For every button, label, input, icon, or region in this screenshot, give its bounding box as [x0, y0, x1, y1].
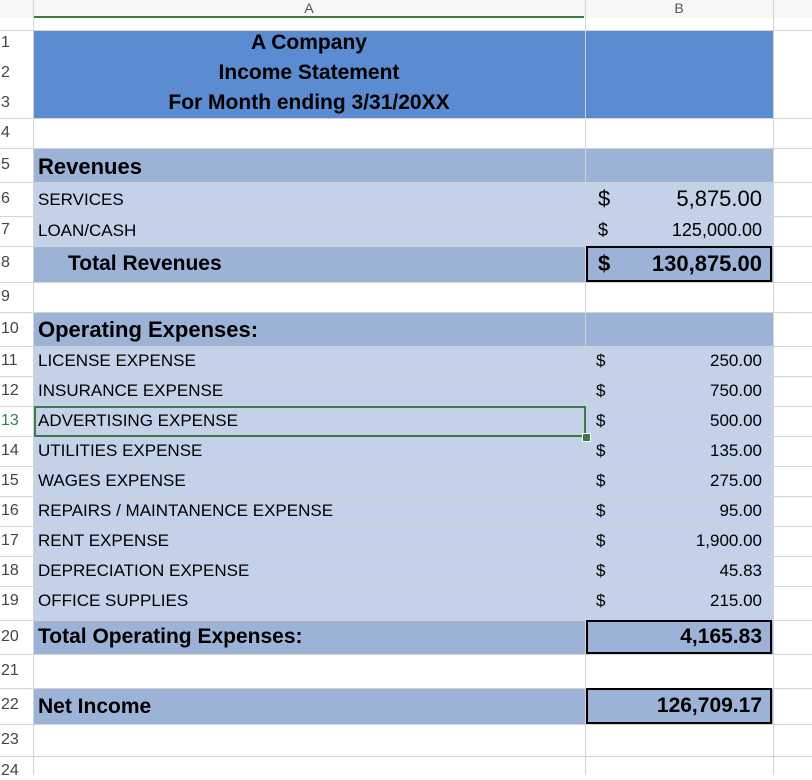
currency-symbol: $: [596, 411, 606, 430]
currency-symbol: $: [596, 351, 606, 370]
expense-amount[interactable]: 275.00: [710, 471, 762, 490]
row-number[interactable]: 22: [1, 696, 19, 713]
expense-label[interactable]: DEPRECIATION EXPENSE: [38, 561, 250, 580]
expense-amount[interactable]: 215.00: [710, 591, 762, 610]
expense-amount[interactable]: 95.00: [719, 501, 762, 520]
column-header-b[interactable]: B: [674, 0, 684, 16]
total-expenses-amount: 4,165.83: [680, 625, 762, 648]
row-number[interactable]: 19: [1, 592, 19, 609]
expense-amount[interactable]: 1,900.00: [695, 531, 762, 550]
row-number[interactable]: 23: [1, 731, 19, 748]
total-revenues-label[interactable]: Total Revenues: [68, 252, 222, 275]
statement-title: Income Statement: [218, 61, 400, 84]
currency-symbol: $: [596, 531, 606, 550]
currency-symbol: $: [596, 471, 606, 490]
expense-label[interactable]: WAGES EXPENSE: [38, 471, 186, 490]
row-number[interactable]: 12: [1, 382, 19, 399]
row-number[interactable]: 3: [1, 94, 10, 111]
row-number[interactable]: 14: [1, 442, 19, 459]
row-number[interactable]: 18: [1, 562, 19, 579]
row-number[interactable]: 15: [1, 472, 19, 489]
net-income-amount: 126,709.17: [656, 694, 762, 717]
expense-label[interactable]: LICENSE EXPENSE: [38, 351, 196, 370]
row-number[interactable]: 1: [1, 34, 10, 51]
net-income-label[interactable]: Net Income: [38, 695, 152, 718]
row-number[interactable]: 21: [1, 662, 19, 679]
row-number[interactable]: 5: [1, 156, 10, 173]
currency-symbol: $: [598, 251, 611, 276]
column-header-a[interactable]: A: [304, 0, 314, 16]
revenue-label[interactable]: SERVICES: [38, 190, 124, 209]
row-number[interactable]: 16: [1, 502, 19, 519]
revenues-heading[interactable]: Revenues: [38, 154, 142, 179]
row-number[interactable]: 2: [1, 64, 10, 81]
revenue-amount[interactable]: 125,000.00: [671, 220, 762, 240]
selected-cell-a13[interactable]: [34, 406, 586, 437]
currency-symbol: $: [596, 381, 606, 400]
row-number[interactable]: 24: [1, 762, 19, 779]
row-number[interactable]: 9: [1, 288, 10, 305]
expense-amount[interactable]: 135.00: [710, 441, 762, 460]
row-number[interactable]: 7: [1, 221, 10, 238]
total-expenses-label[interactable]: Total Operating Expenses:: [38, 625, 303, 648]
currency-symbol: $: [596, 561, 606, 580]
expense-label[interactable]: INSURANCE EXPENSE: [38, 381, 224, 400]
expense-label[interactable]: OFFICE SUPPLIES: [38, 591, 189, 610]
row-number[interactable]: 8: [1, 254, 10, 271]
row-number[interactable]: 17: [1, 532, 19, 549]
statement-period: For Month ending 3/31/20XX: [168, 91, 450, 114]
expenses-heading[interactable]: Operating Expenses:: [38, 317, 259, 342]
currency-symbol: $: [596, 501, 606, 520]
expense-label[interactable]: REPAIRS / MAINTANENCE EXPENSE: [38, 501, 334, 520]
currency-symbol: $: [596, 441, 606, 460]
expense-label[interactable]: RENT EXPENSE: [38, 531, 170, 550]
row-number[interactable]: 11: [1, 352, 18, 369]
row-number[interactable]: 4: [1, 124, 10, 141]
row-number[interactable]: 6: [1, 190, 10, 207]
revenue-amount[interactable]: 5,875.00: [676, 186, 762, 211]
expense-amount[interactable]: 45.83: [719, 561, 762, 580]
company-name: A Company: [251, 31, 367, 54]
currency-symbol: $: [596, 591, 606, 610]
expense-amount[interactable]: 500.00: [710, 411, 762, 430]
row-number[interactable]: 20: [1, 628, 19, 645]
row-number-active[interactable]: 13: [1, 412, 19, 429]
active-column-indicator: [34, 16, 584, 18]
row-number[interactable]: 10: [1, 320, 19, 337]
currency-symbol: $: [598, 220, 609, 240]
expense-label[interactable]: ADVERTISING EXPENSE: [38, 411, 238, 430]
expense-label[interactable]: UTILITIES EXPENSE: [38, 441, 203, 460]
fill-handle[interactable]: [582, 433, 591, 442]
expense-amount[interactable]: 750.00: [710, 381, 762, 400]
revenue-label[interactable]: LOAN/CASH: [38, 221, 137, 240]
currency-symbol: $: [598, 186, 611, 211]
total-revenues-amount: 130,875.00: [651, 251, 762, 276]
revenues-heading-fill: [34, 148, 773, 182]
expense-amount[interactable]: 250.00: [710, 351, 762, 370]
